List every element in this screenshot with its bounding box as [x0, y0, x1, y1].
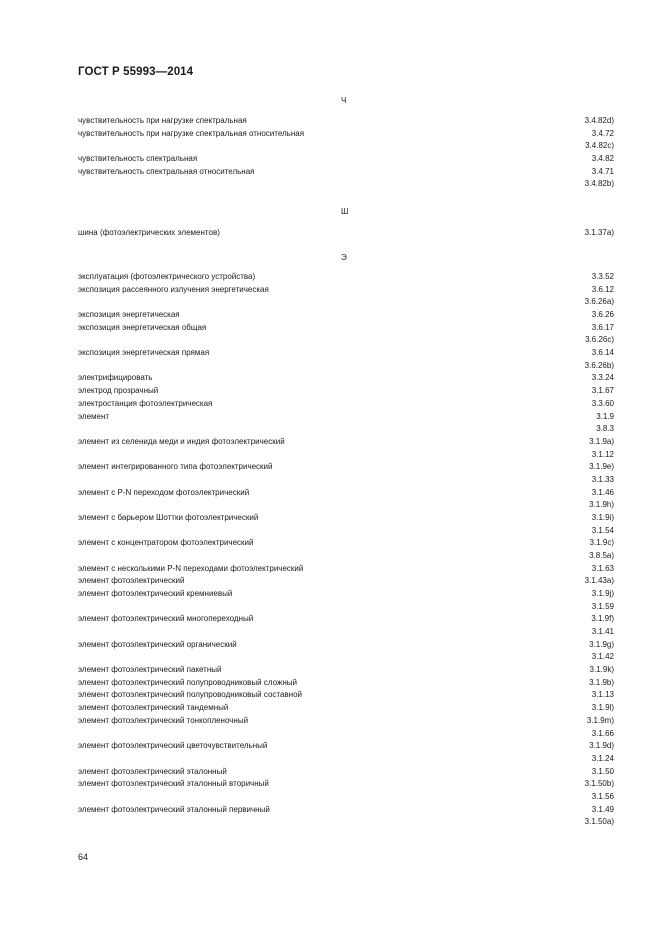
index-reference: 3.1.50b)	[584, 779, 614, 789]
index-term: элемент с P-N переходом фотоэлектрический	[78, 487, 250, 497]
index-entry	[78, 625, 614, 638]
index-entry	[78, 574, 614, 587]
index-reference: 3.6.26c)	[585, 335, 614, 345]
index-reference: 3.6.14	[591, 348, 614, 358]
index-reference: 3.1.13	[591, 690, 614, 700]
index-term: элемент фотоэлектрический эталонный первичный	[78, 804, 270, 814]
index-entry	[78, 650, 614, 663]
index-entry	[78, 752, 614, 765]
index-term: элемент фотоэлектрический цветочувствительный	[78, 741, 268, 751]
index-reference: 3.6.12	[591, 284, 614, 294]
index-reference: 3.1.50	[591, 766, 614, 776]
index-term: электрод прозрачный	[78, 386, 159, 396]
index-term: элемент фотоэлектрический тонкопленочный	[78, 715, 249, 725]
index-entry	[78, 549, 614, 562]
index-term: элемент из селенида меди и индия фотоэлектрический	[78, 436, 285, 446]
index-reference: 3.1.9	[596, 411, 614, 421]
index-reference: 3.1.9f)	[591, 614, 614, 624]
index-entry	[78, 815, 614, 828]
index-reference: 3.1.54	[591, 525, 614, 535]
index-entry	[78, 486, 614, 499]
index-reference: 3.6.26b)	[584, 360, 614, 370]
index-reference: 3.6.17	[591, 322, 614, 332]
index-reference: 3.1.42	[591, 652, 614, 662]
index-reference: 3.1.9i)	[591, 512, 614, 522]
index-entry	[78, 511, 614, 524]
index-entry	[78, 283, 614, 296]
index-entry	[78, 765, 614, 778]
index-entry	[78, 777, 614, 790]
index-term: элемент фотоэлектрический тандемный	[78, 703, 229, 713]
index-entry	[78, 295, 614, 308]
index-term: элемент фотоэлектрический органический	[78, 639, 237, 649]
index-reference: 3.1.43a)	[584, 576, 614, 586]
index-term: элемент фотоэлектрический многопереходный	[78, 614, 254, 624]
index-term: чувствительность при нагрузке спектральная относительная	[78, 128, 305, 138]
index-entry	[78, 714, 614, 727]
index-reference: 3.4.82	[591, 154, 614, 163]
index-term: элемент фотоэлектрический эталонный	[78, 766, 227, 776]
index-reference: 3.1.59	[591, 601, 614, 611]
index-entry	[78, 435, 614, 448]
page-header: ГОСТ Р 55993—2014	[78, 66, 194, 78]
index-entry	[78, 676, 614, 689]
index-reference: 3.1.9d)	[589, 741, 614, 751]
index-term: элемент фотоэлектрический пакетный	[78, 665, 222, 675]
index-entry	[78, 727, 614, 740]
index-entry	[78, 498, 614, 511]
index-reference: 3.1.9j)	[591, 589, 614, 598]
index-reference: 3.1.9l)	[591, 703, 614, 713]
index-entry	[78, 460, 614, 473]
index-term: эксплуатация (фотоэлектрического устройства)	[78, 272, 256, 281]
index-entry	[78, 600, 614, 613]
index-term: электрифицировать	[78, 373, 153, 383]
index-term: электростанция фотоэлектрическая	[78, 398, 213, 408]
index-reference: 3.3.24	[591, 373, 614, 383]
index-reference: 3.4.82b)	[584, 179, 614, 189]
index-entry	[78, 359, 614, 372]
index-entry	[78, 524, 614, 537]
index-entry	[78, 422, 614, 435]
index-reference: 3.1.9h)	[589, 500, 614, 510]
index-reference: 3.8.5a)	[589, 551, 614, 560]
section-letter: Э	[341, 253, 347, 262]
index-reference: 3.1.9b)	[589, 677, 614, 687]
index-reference: 3.1.24	[591, 753, 614, 763]
index-term: чувствительность спектральная	[78, 154, 198, 163]
index-entry	[78, 177, 614, 190]
index-entry	[78, 587, 614, 600]
index-entry	[78, 473, 614, 486]
index-term: элемент с барьером Шоттки фотоэлектрический	[78, 512, 259, 522]
index-entry	[78, 701, 614, 714]
index-entry	[78, 397, 614, 410]
index-reference: 3.1.12	[591, 449, 614, 459]
index-term: элемент фотоэлектрический полупроводниковый составной	[78, 690, 302, 700]
index-entry	[78, 688, 614, 701]
index-entry	[78, 803, 614, 816]
index-reference: 3.4.71	[591, 166, 614, 176]
index-reference: 3.6.26	[591, 310, 614, 319]
index-term: экспозиция энергетическая	[78, 310, 180, 319]
index-term: экспозиция энергетическая общая	[78, 322, 207, 332]
index-entry	[78, 663, 614, 676]
index-entry	[78, 321, 614, 334]
index-term: экспозиция энергетическая прямая	[78, 348, 210, 358]
index-reference: 3.1.50a)	[584, 817, 614, 827]
index-reference: 3.3.60	[591, 398, 614, 408]
index-term: чувствительность при нагрузке спектральная	[78, 116, 247, 125]
index-entry	[78, 114, 614, 127]
index-term: экспозиция рассеянного излучения энергетическая	[78, 284, 269, 294]
index-reference: 3.1.67	[591, 386, 614, 396]
index-reference: 3.1.33	[591, 474, 614, 484]
index-entry	[78, 790, 614, 803]
index-entry	[78, 308, 614, 321]
index-reference: 3.1.46	[591, 487, 614, 497]
index-term: чувствительность спектральная относительная	[78, 166, 255, 176]
index-term: элемент фотоэлектрический кремниевый	[78, 589, 233, 598]
index-reference: 3.8.3	[596, 424, 614, 434]
index-reference: 3.4.82c)	[585, 141, 614, 151]
index-entry	[78, 139, 614, 152]
index-entry	[78, 226, 614, 239]
index-entry	[78, 448, 614, 461]
index-entry	[78, 270, 614, 283]
index-entry	[78, 739, 614, 752]
index-entry	[78, 333, 614, 346]
index-reference: 3.1.63	[591, 563, 614, 573]
index-term: элемент интегрированного типа фотоэлектрический	[78, 462, 273, 472]
index-reference: 3.1.49	[591, 804, 614, 814]
index-entry	[78, 152, 614, 165]
index-term: элемент с несколькими P-N переходами фотоэлектрический	[78, 563, 304, 573]
index-reference: 3.4.82d)	[584, 116, 614, 125]
index-entry	[78, 410, 614, 423]
index-reference: 3.1.9g)	[589, 639, 614, 649]
index-reference: 3.1.9m)	[586, 715, 614, 725]
section-letter: Ш	[341, 207, 349, 216]
page-number: 64	[78, 852, 89, 862]
index-entry	[78, 638, 614, 651]
index-entry	[78, 371, 614, 384]
index-reference: 3.1.9c)	[589, 538, 614, 548]
index-term: элемент с концентратором фотоэлектрический	[78, 538, 254, 548]
index-entry	[78, 127, 614, 140]
index-term: элемент фотоэлектрический	[78, 576, 185, 586]
index-reference: 3.4.72	[591, 128, 614, 138]
index-entry	[78, 612, 614, 625]
index-entry	[78, 384, 614, 397]
index-reference: 3.1.56	[591, 791, 614, 801]
index-reference: 3.6.26a)	[584, 297, 614, 307]
index-entry	[78, 346, 614, 359]
index-reference: 3.1.9k)	[589, 665, 614, 675]
index-entry	[78, 165, 614, 178]
index-reference: 3.1.41	[591, 627, 614, 636]
index-reference: 3.3.52	[591, 272, 614, 281]
index-term: шина (фотоэлектрических элементов)	[78, 228, 220, 237]
index-reference: 3.1.66	[591, 728, 614, 738]
index-term: элемент фотоэлектрический эталонный вторичный	[78, 779, 269, 789]
index-term: элемент	[78, 411, 110, 421]
index-term: элемент фотоэлектрический полупроводниковый сложный	[78, 677, 297, 687]
index-reference: 3.1.9e)	[589, 462, 614, 472]
index-entry	[78, 536, 614, 549]
index-entry	[78, 562, 614, 575]
section-letter: Ч	[341, 96, 347, 105]
index-reference: 3.1.9a)	[589, 436, 614, 446]
index-reference: 3.1.37a)	[584, 228, 614, 237]
